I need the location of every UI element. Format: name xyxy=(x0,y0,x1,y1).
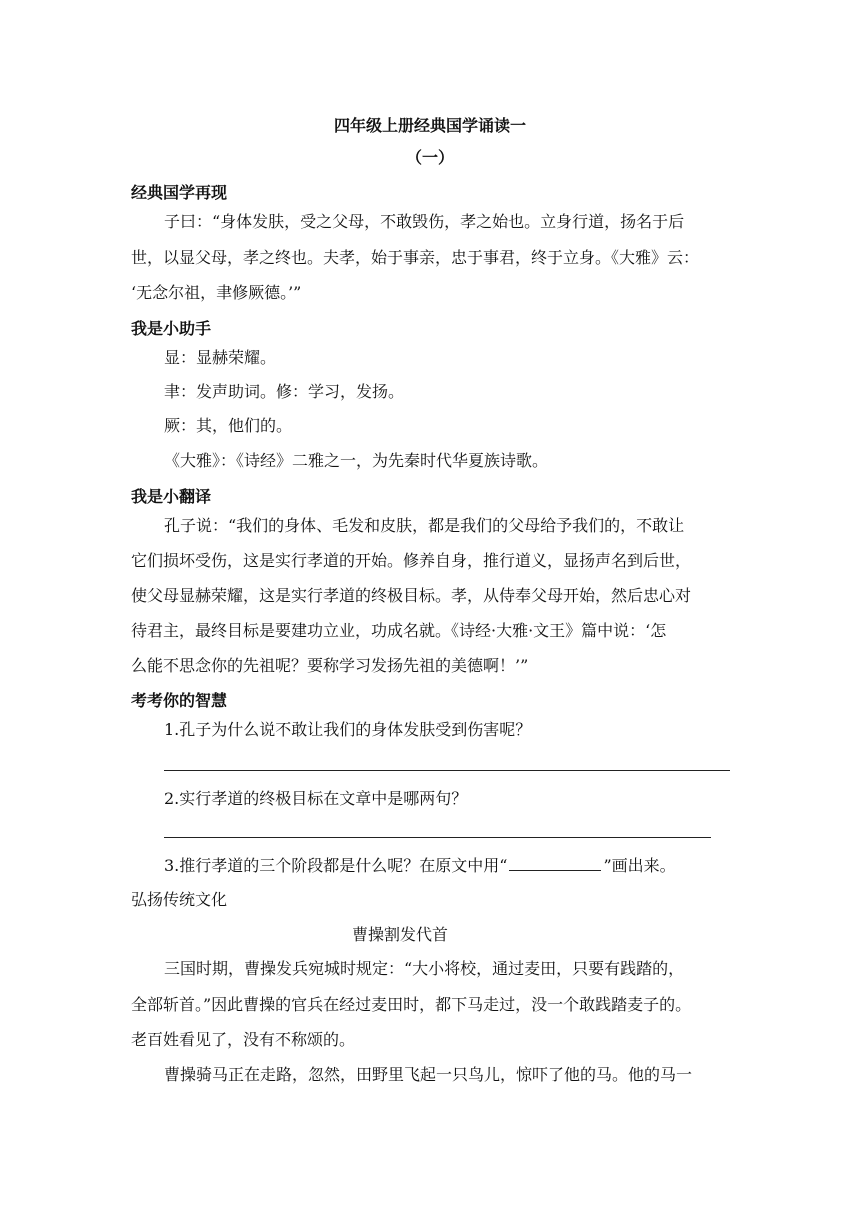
story-line: 老百姓看见了，没有不称颂的。 xyxy=(131,1030,356,1049)
translation-line: 它们损坏受伤，这是实行孝道的开始。修养自身，推行道义，显扬声名到后世， xyxy=(131,551,692,570)
quiz-question-2: 2.实行孝道的终极目标在文章中是哪两句？ xyxy=(164,789,468,808)
classic-text-line: 世，以显父母，孝之终也。夫孝，始于事亲，忠于事君，终于立身。《大雅》云： xyxy=(131,248,700,267)
section-number: （一） xyxy=(405,148,454,167)
underline-mark-sample xyxy=(509,856,601,871)
quiz-question-3 xyxy=(164,855,744,877)
translation-line: 待君主，最终目标是要建功立业，功成名就。《诗经·大雅·文王》篇中说：‘怎 xyxy=(131,621,667,640)
helper-note: 《大雅》：《诗经》二雅之一，为先秦时代华夏族诗歌。 xyxy=(164,451,549,470)
story-title: 曹操割发代首 xyxy=(351,925,448,944)
answer-line-1[interactable] xyxy=(164,770,730,771)
classic-text-line: ‘无念尔祖，聿修厥德。’” xyxy=(131,283,302,302)
quiz-question-3-end: ”画出来。 xyxy=(603,856,676,875)
translation-line: 使父母显赫荣耀，这是实行孝道的终极目标。孝，从侍奉父母开始，然后忠心对 xyxy=(131,586,692,605)
quiz-question-3-text: 3.推行孝道的三个阶段都是什么呢？在原文中用“ xyxy=(164,856,508,875)
story-line: 全部斩首。”因此曹操的官兵在经过麦田时，都下马走过，没一个敢践踏麦子的。 xyxy=(131,995,692,1014)
translation-line: 么能不思念你的先祖呢？要称学习发扬先祖的美德啊！’” xyxy=(131,656,529,675)
section-heading-helper: 我是小助手 xyxy=(131,319,212,338)
section-heading-culture: 弘扬传统文化 xyxy=(131,890,228,909)
section-heading-classic: 经典国学再现 xyxy=(131,183,228,202)
story-line: 三国时期，曹操发兵宛城时规定：“大小将校，通过麦田，只要有践踏的， xyxy=(164,959,685,978)
page-title: 四年级上册经典国学诵读一 xyxy=(333,116,526,135)
section-heading-quiz: 考考你的智慧 xyxy=(131,691,228,710)
quiz-question-1: 1.孔子为什么说不敢让我们的身体发肤受到伤害呢？ xyxy=(164,720,532,739)
section-heading-translate: 我是小翻译 xyxy=(131,487,212,506)
helper-note: 显：显赫荣耀。 xyxy=(164,348,277,367)
classic-text-line: 子曰：“身体发肤，受之父母，不敢毁伤，孝之始也。立身行道，扬名于后 xyxy=(164,212,685,231)
story-line: 曹操骑马正在走路，忽然，田野里飞起一只鸟儿，惊吓了他的马。他的马一 xyxy=(164,1065,693,1084)
translation-line: 孔子说：“我们的身体、毛发和皮肤，都是我们的父母给予我们的，不敢让 xyxy=(164,516,685,535)
helper-note: 厥：其，他们的。 xyxy=(164,416,293,435)
answer-line-2[interactable] xyxy=(164,837,711,838)
helper-note: 聿：发声助词。修：学习，发扬。 xyxy=(164,382,405,401)
